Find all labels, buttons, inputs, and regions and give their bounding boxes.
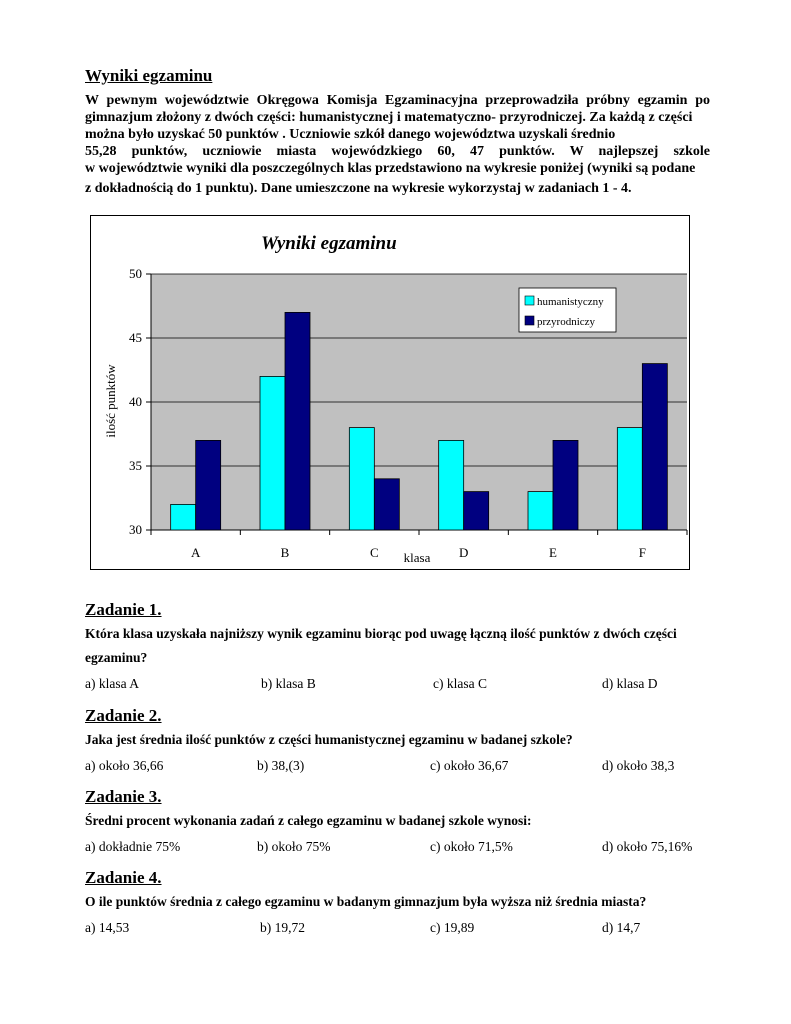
answer-option-b[interactable]: b) około 75% — [257, 839, 331, 854]
answer-option-a[interactable]: a) klasa A — [85, 676, 139, 691]
answer-option-c[interactable]: c) klasa C — [433, 676, 487, 691]
y-tick-label: 50 — [129, 266, 142, 281]
answer-option-d[interactable]: d) około 38,3 — [602, 758, 675, 773]
bar-humanistyczny-C — [349, 428, 374, 530]
x-tick-label: B — [280, 545, 290, 560]
legend-label: przyrodniczy — [537, 316, 596, 328]
intro-line: W pewnym województwie Okręgowa Komisja Egzaminacyjna przeprowadziła próbny egzamin po — [85, 93, 710, 108]
answer-option-d[interactable]: d) 14,7 — [602, 920, 641, 935]
intro-line: 55,28 punktów, uczniowie miasta wojewódzkiego 60, 47 punktów. W najlepszej szkole — [85, 144, 710, 159]
legend-label: humanistyczny — [537, 296, 604, 308]
task-title: Zadanie 1. — [85, 600, 162, 619]
x-tick-label: D — [458, 545, 469, 560]
answer-option-c[interactable]: c) 19,89 — [430, 920, 475, 935]
task-2 — [85, 706, 715, 778]
x-tick-label: F — [638, 545, 646, 560]
intro-paragraph — [85, 92, 710, 197]
bar-humanistyczny-D — [439, 440, 464, 530]
bar-humanistyczny-B — [260, 376, 285, 530]
x-axis-label: klasa — [403, 550, 431, 565]
task-title: Zadanie 2. — [85, 706, 162, 725]
task-title: Zadanie 3. — [85, 787, 162, 806]
answer-option-a[interactable]: a) 14,53 — [85, 920, 130, 935]
bar-chart — [91, 216, 689, 569]
answer-options — [85, 920, 715, 940]
bar-humanistyczny-F — [617, 428, 642, 530]
chart-title: Wyniki egzaminu — [261, 233, 397, 254]
answer-option-b[interactable]: b) klasa B — [261, 676, 316, 691]
bar-przyrodniczy-A — [196, 440, 221, 530]
task-title: Zadanie 4. — [85, 868, 162, 887]
legend-swatch — [525, 316, 534, 325]
task-question: Średni procent wykonania zadań z całego egzaminu w badanej szkole wynosi: — [85, 813, 532, 828]
y-tick-label: 40 — [129, 394, 142, 409]
task-4 — [85, 868, 715, 940]
chart-frame — [90, 215, 690, 570]
answer-options — [85, 758, 715, 778]
task-question: Która klasa uzyskała najniższy wynik egzaminu biorąc pod uwagę łączną ilość punktów z dwóch części egzaminu? — [85, 626, 677, 665]
bar-humanistyczny-A — [171, 504, 196, 530]
legend-swatch — [525, 296, 534, 305]
intro-line: gimnazjum złożony z dwóch części: humanistycznej i matematyczno- przyrodniczej. Za każdą z części — [85, 110, 693, 125]
bar-przyrodniczy-F — [642, 364, 667, 530]
x-tick-label: E — [549, 545, 557, 560]
answer-option-c[interactable]: c) około 36,67 — [430, 758, 509, 773]
bar-przyrodniczy-B — [285, 312, 310, 530]
y-tick-label: 35 — [129, 458, 142, 473]
task-question: O ile punktów średnia z całego egzaminu w badanym gimnazjum była wyższa niż średnia miasta? — [85, 894, 647, 909]
answer-option-a[interactable]: a) około 36,66 — [85, 758, 164, 773]
x-tick-label: C — [369, 545, 379, 560]
y-tick-label: 30 — [129, 522, 142, 537]
y-axis-label: ilość punktów — [103, 364, 118, 438]
task-question: Jaka jest średnia ilość punktów z części humanistycznej egzaminu w badanej szkole? — [85, 732, 573, 747]
task-3 — [85, 787, 715, 859]
answer-options — [85, 839, 715, 859]
bar-przyrodniczy-E — [553, 440, 578, 530]
bar-humanistyczny-E — [528, 492, 553, 530]
x-tick-label: A — [190, 545, 201, 560]
intro-line: w województwie wyniki dla poszczególnych klas przedstawiono na wykresie poniżej (wyniki są podane — [85, 161, 696, 176]
task-1 — [85, 600, 715, 696]
bar-przyrodniczy-C — [374, 479, 399, 530]
answer-option-d[interactable]: d) klasa D — [602, 676, 658, 691]
intro-line: z dokładnością do 1 punktu). Dane umieszczone na wykresie wykorzystaj w zadaniach 1 - 4. — [85, 181, 632, 196]
answer-option-a[interactable]: a) dokładnie 75% — [85, 839, 181, 854]
intro-line: można było uzyskać 50 punktów . Uczniowie szkół danego województwa uzyskali średnio — [85, 127, 616, 142]
answer-option-d[interactable]: d) około 75,16% — [602, 839, 693, 854]
answer-option-b[interactable]: b) 19,72 — [260, 920, 305, 935]
bar-przyrodniczy-D — [464, 492, 489, 530]
answer-option-b[interactable]: b) 38,(3) — [257, 758, 305, 773]
y-tick-label: 45 — [129, 330, 142, 345]
section-title: Wyniki egzaminu — [85, 66, 213, 85]
answer-option-c[interactable]: c) około 71,5% — [430, 839, 513, 854]
answer-options — [85, 676, 715, 696]
